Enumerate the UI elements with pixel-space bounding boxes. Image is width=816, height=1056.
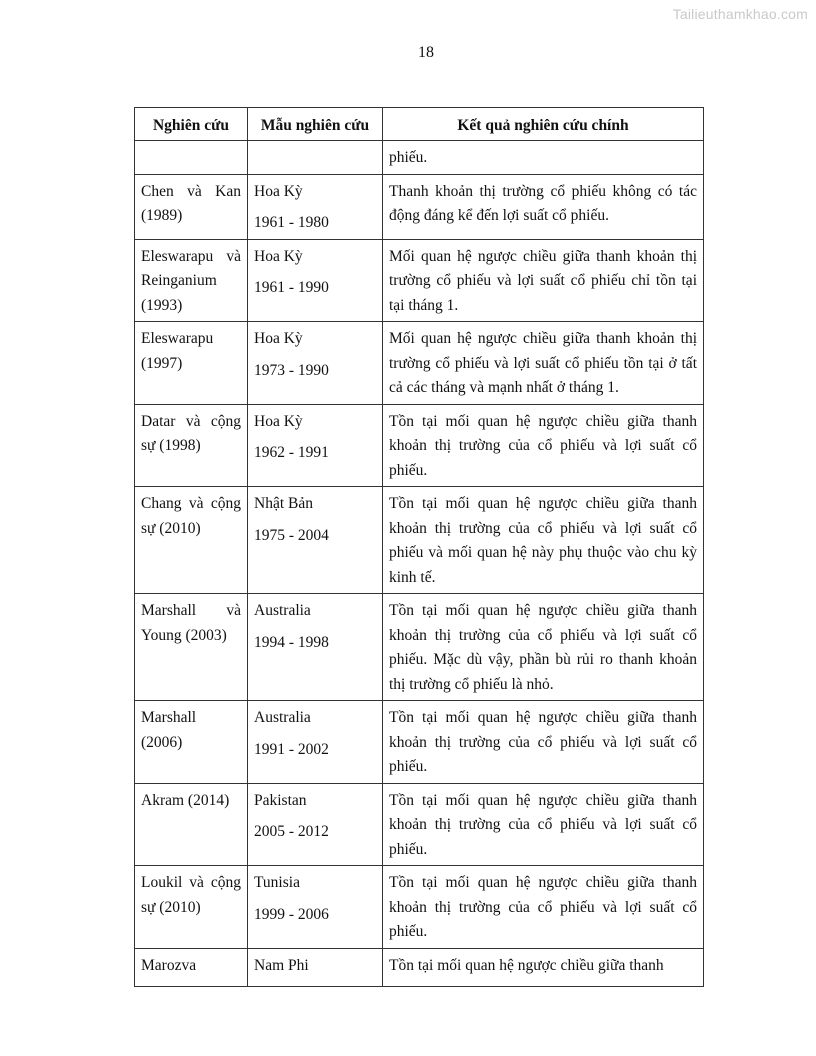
table-row (135, 174, 704, 239)
table-row (135, 404, 704, 487)
cell-result: Tồn tại mối quan hệ ngược chiều giữa thanh khoản thị trường của cổ phiếu và lợi suất cổ phiếu. (383, 866, 704, 949)
cell-sample (248, 322, 383, 405)
cell-result: Mối quan hệ ngược chiều giữa thanh khoản thị trường cổ phiếu và lợi suất cổ phiếu chỉ tồn tại tại tháng 1. (383, 239, 704, 322)
sample-period: 1975 - 2004 (254, 526, 329, 544)
sample-period: 1961 - 1990 (254, 279, 329, 296)
sample-period: 1991 - 2002 (254, 740, 329, 758)
cell-study: Marshall và Young (2003) (135, 594, 248, 701)
cell-study: Marozva (135, 948, 248, 986)
cell-sample (248, 701, 383, 784)
cell-result: Tồn tại mối quan hệ ngược chiều giữa thanh khoản thị trường của cổ phiếu và lợi suất cổ phiếu. (383, 783, 704, 866)
studies-table (134, 107, 704, 987)
table-row (135, 239, 704, 322)
cell-sample (248, 594, 383, 701)
header-sample: Mẫu nghiên cứu (248, 108, 383, 141)
table-row (135, 948, 704, 986)
watermark: Tailieuthamkhao.com (672, 6, 808, 22)
cell-sample (248, 866, 383, 949)
page-number: 18 (418, 44, 434, 61)
cell-empty (248, 141, 383, 175)
header-result: Kết quả nghiên cứu chính (383, 108, 704, 141)
cell-result: Mối quan hệ ngược chiều giữa thanh khoản thị trường cổ phiếu và lợi suất cổ phiếu tồn tại ở tất cả các tháng và mạnh nhất ở tháng 1. (383, 322, 704, 405)
cell-study: Eleswarapu và Reinganium (1993) (135, 239, 248, 322)
cell-result: Tồn tại mối quan hệ ngược chiều giữa thanh (383, 948, 704, 986)
cell-sample (248, 239, 383, 322)
cell-sample (248, 174, 383, 239)
sample-period: 1994 - 1998 (254, 633, 329, 651)
sample-country: Australia (254, 709, 311, 726)
sample-country: Pakistan (254, 791, 307, 809)
sample-period: 1999 - 2006 (254, 905, 329, 923)
cell-result: Tồn tại mối quan hệ ngược chiều giữa thanh khoản thị trường của cổ phiếu và lợi suất cổ phiếu. (383, 701, 704, 784)
sample-period: 2005 - 2012 (254, 823, 329, 840)
sample-country: Hoa Kỳ (254, 412, 303, 430)
cell-study: Loukil và cộng sự (2010) (135, 866, 248, 949)
sample-period: 1973 - 1990 (254, 361, 329, 379)
table-row (135, 866, 704, 949)
sample-country: Tunisia (254, 874, 300, 891)
cell-result: Tồn tại mối quan hệ ngược chiều giữa thanh khoản thị trường của cổ phiếu và lợi suất cổ phiếu. (383, 404, 704, 487)
cell-empty (135, 141, 248, 175)
cell-study: Akram (2014) (135, 783, 248, 866)
cell-sample (248, 783, 383, 866)
cell-sample (248, 404, 383, 487)
sample-country: Hoa Kỳ (254, 182, 303, 200)
table-row (135, 701, 704, 784)
table-header-row (135, 108, 704, 141)
cell-result: Tồn tại mối quan hệ ngược chiều giữa thanh khoản thị trường của cổ phiếu và lợi suất cổ phiếu và mối quan hệ này phụ thuộc vào chu kỳ kinh tế. (383, 487, 704, 594)
header-study: Nghiên cứu (135, 108, 248, 141)
table-row (135, 594, 704, 701)
sample-country: Hoa Kỳ (254, 330, 303, 347)
cell-sample (248, 948, 383, 986)
sample-country: Hoa Kỳ (254, 247, 303, 265)
cell-study: Datar và cộng sự (1998) (135, 404, 248, 487)
table-row-continuation (135, 141, 704, 175)
cell-result-continuation: phiếu. (383, 141, 704, 175)
cell-result: Thanh khoản thị trường cổ phiếu không có tác động đáng kể đến lợi suất cổ phiếu. (383, 174, 704, 239)
sample-country: Australia (254, 602, 311, 619)
cell-study: Chang và cộng sự (2010) (135, 487, 248, 594)
sample-country: Nam Phi (254, 956, 309, 974)
sample-country: Nhật Bản (254, 495, 313, 512)
cell-sample (248, 487, 383, 594)
table-row (135, 487, 704, 594)
sample-period: 1962 - 1991 (254, 444, 329, 461)
table-row (135, 783, 704, 866)
cell-study: Chen và Kan (1989) (135, 174, 248, 239)
cell-study: Eleswarapu (1997) (135, 322, 248, 405)
cell-study: Marshall (2006) (135, 701, 248, 784)
sample-period: 1961 - 1980 (254, 214, 329, 231)
table-row (135, 322, 704, 405)
cell-result: Tồn tại mối quan hệ ngược chiều giữa thanh khoản thị trường của cổ phiếu và lợi suất cổ phiếu. Mặc dù vậy, phần bù rủi ro thanh khoản thị trường cổ phiếu là nhỏ. (383, 594, 704, 701)
